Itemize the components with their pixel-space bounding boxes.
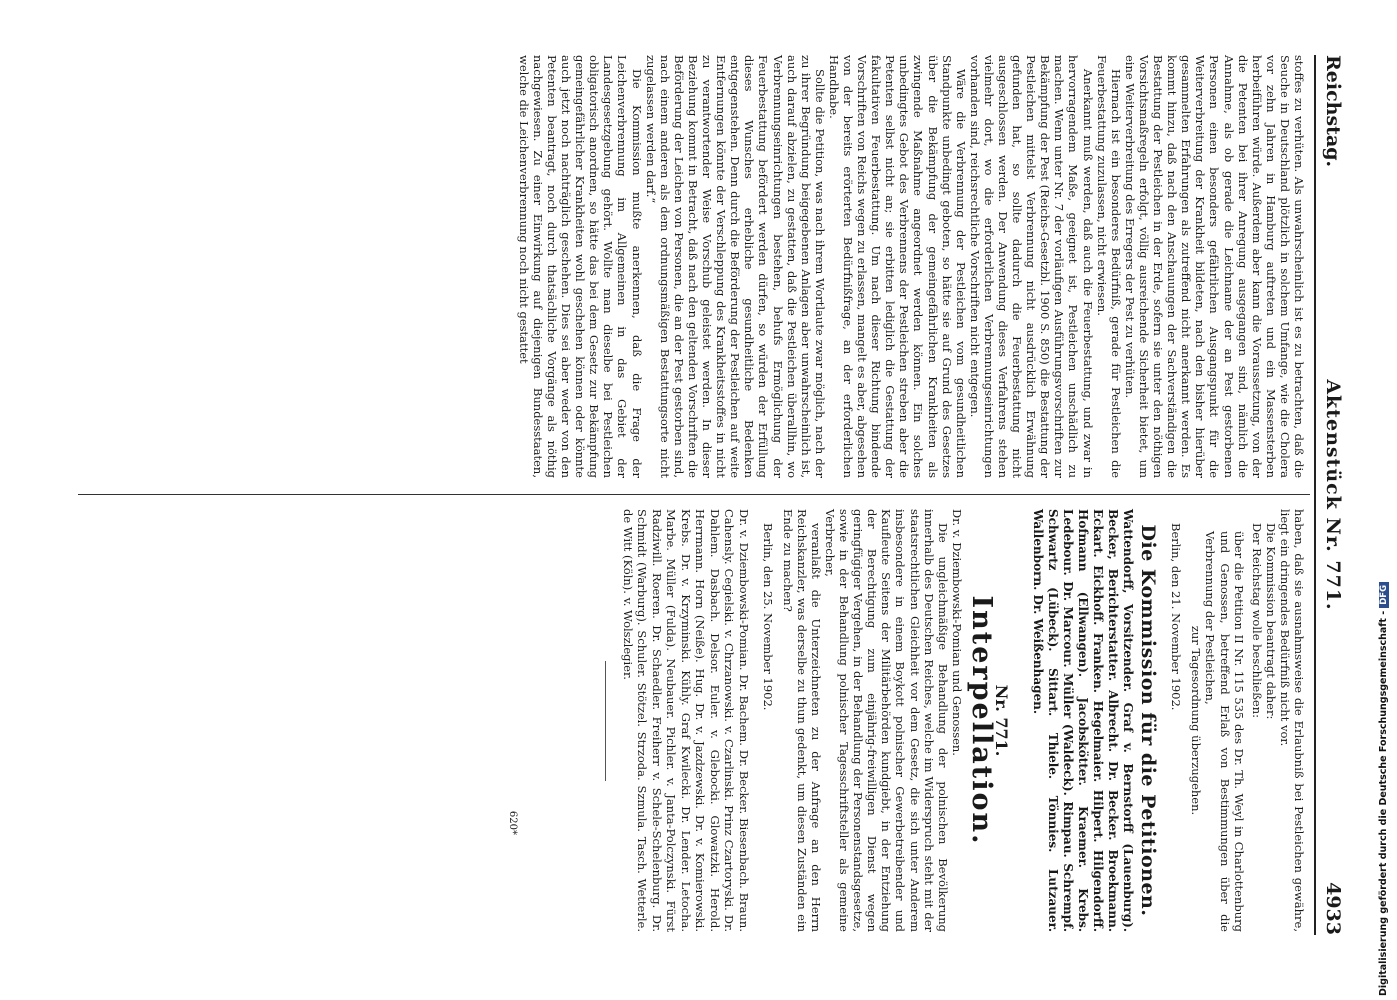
credit-text: Digitalisierung gefördert durch die Deutsche Forschungsgemeinschaft - [1378, 610, 1389, 996]
page-note: 620* [507, 810, 518, 835]
commission-heading: Die Kommission für die Petitionen. [1137, 524, 1160, 917]
paragraph: Anerkannt muß werden, daß auch die Feuerbestattung, und zwar in hervorragendem Maße, geeignet ist, Pestleichen unschädlich zu machen. Wenn unter Nr. 7 der vorläufigen Ausführungsvorschriften zur Bekämpfung der Pest (Reichs-Gesetzbl. 1900 S. 850) die Bestattung der Pestleichen mittelst Verbrennung nicht ausdrücklich Erwähnung gefunden hat, so sollte dadurch die Feuerbestattung nicht ausgeschlossen werden. Der Anwendung dieses Verfahrens stehen vielmehr dort, wo die erforderlichen Verbrennungseinrichtungen vorhanden sind, reichsrechtliche Vorschriften nicht entgegen. [967, 55, 1095, 478]
paragraph: Sollte die Petition, was nach ihrem Wortlaute zwar möglich, nach der zu ihrer Begründung beigegebenen Anlagen aber unwahrscheinlich ist, auch darauf abzielen, zu gestatten, daß die Pestleichen überallhin, wo Verbrennungseinrichtungen bestehen, behufs Ermöglichung der Feuerbestattung befördert werden dürfen, so würden der Erfüllung dieses Wunsches erhebliche gesundheitliche Bedenken entgegenstehen. Denn durch die Beförderung der Pestleichen auf weite Entfernungen könnte der Verschleppung des Krankheitsstoffes in nicht zu verantwortender Weise Vorschub geleistet werden. In dieser Beziehung kommt in Betracht, daß nach den geltenden Vorschriften die Beförderung der Leichen von Personen, die an der Pest gestorben sind, nach einem anderen als dem ordnungsmäßigen Bestattungsorte nicht zugelassen werden darf.“ [643, 55, 827, 478]
end-rule [605, 661, 606, 781]
signatory-list: Dr. v. Dziembowski-Pomian. Dr. Bachem. Dr. Becker. Biesenbach. Braun. Cahensly. Cegielski. v. Chrzanowski. v. Czarlinski. Prinz Czartoryski. Dr. Dahlem. Dasbach. Delsor. Euler. v. Glebocki. Glowatzki. Herold. Herrmann. Horn (Neiße). Hug. Dr. v. Jazdzewski. Dr. v. Komierowski. Krebs. Dr. v. Krzyminski. Kühly. Graf Kwilecki. Dr. Lender. Letocha. Marbe. Müller (Fulda). Neubauer. Pichler. v. Janta-Polczynski. Fürst Radziwill. Roeren. Dr. Schaedler. Freiherr v. Schele-Schelenburg. Dr. Schmidt (Warburg). Schuler. Stötzel. Strzoda. Szmula. Tasch. Wetterle. de Witt (Köln). v. Wolszlegier. [620, 509, 751, 932]
paragraph: Die Kommission mußte anerkennen, daß die Frage der Leichenverbrennung im Allgemeinen in das Gebiet der Landesgesetzgebung gehört. Wollte man dieselbe bei Pestleichen obligatorisch anordnen, so hätte das bei dem Gesetz zur Bekämpfung gemeingefährlicher Krankheiten wohl geschehen können oder könnte auch jetzt noch nachträglich geschehen. Dies sei aber weder von den Petenten beantragt, noch durch thatsächliche Vorgänge als nöthig nachgewiesen. Zu einer Einwirkung auf diejenigen Bundesstaaten, welche die Leichenverbrennung noch nicht gestattet [516, 55, 644, 478]
motion-block [1189, 509, 1245, 932]
date-line: Berlin, den 21. November 1902. [1169, 523, 1184, 711]
motion-text: über die Petition II Nr. 115 535 des Dr. Th. Weyl in Charlottenburg und Genossen, betreffend Erlaß von Bestimmungen über die Verbrennung der Pestleichen, [1203, 531, 1246, 932]
paragraph: stoffes zu verhüten. Als unwahrscheinlich ist es zu betrachten, daß die Seuche in Deutschland plötzlich in solchem Umfange, wie die Cholera vor zehn Jahren in Hamburg auftreten und ein Massensterben herbeiführen würde. Außerdem aber kann die Voraussetzung, von der die Petenten bei ihrer Anregung ausgegangen sind, nämlich die Annahme, als ob gerade die Leichname der an Pest gestorbenen Personen einen besonders gefährlichen Ausgangspunkt für die Weiterverbreitung der Krankheit bildeten, nach den bisher hierüber gesammelten Erfahrungen als zutreffend nicht anerkannt werden. Es kommt hinzu, daß nach den Anschauungen der Sachverständigen die Bestattung der Pestleichen in der Erde, sofern sie unter den nöthigen Vorsichtsmaßregeln erfolgt, völlig ausreichende Sicherheit bietet, um eine Weiterverbreitung des Erregers der Pest zu verhüten. [1122, 55, 1306, 478]
dfg-logo: DFG [1379, 582, 1389, 608]
right-column [605, 509, 1306, 932]
paragraph: Die Kommission beantragt daher: [1263, 523, 1278, 720]
date-line: Berlin, den 25. November 1902. [760, 523, 775, 711]
paragraph: veranlaßt die Unterzeichneten zu der Anfrage an den Herrn Reichskanzler, was derselbe zu thun gedenkt, um diesen Zuständen ein Ende zu machen? [780, 509, 823, 932]
paragraph: haben, daß sie ausnahmsweise die Erlaubniß bei Pestleichen gewähre, liegt ein dringendes Bedürfniß nicht vor. [1277, 509, 1306, 932]
commission-signatures: Wattendorff, Vorsitzender. Graf v. Bernstorff (Lauenburg). Becker, Berichterstatter. Albrecht. Dr. Becker. Broekmann. Eckart. Eickhoff. Franken. Hegelmaier. Hilpert. Hilgendorff. Hofmann (Ellwangen). Jacobskötter. Kraemer. Krebs. Ledebour. Dr. Marcour. Müller (Waldeck). Rimpau. Schrempf. Schwartz (Lübeck). Sittart. Thiele. Tönnies. Lutzauer. Wallenborn. Dr. Weißenhagen. [1031, 509, 1136, 932]
header-left: Reichstag. [1322, 55, 1344, 168]
column-divider [78, 494, 1310, 495]
document-title: Interpellation. [965, 595, 997, 846]
paragraph: Hiernach ist ein besonderes Bedürfniß, gerade für Pestleichen die Feuerbestattung zuzulassen, nicht erwiesen. [1094, 55, 1123, 478]
digitization-credit [1378, 6, 1394, 996]
interpellation-authors: Dr. v. Dziembowski-Pomian und Genossen. [949, 509, 964, 756]
left-column [517, 55, 1306, 478]
paragraph: Der Reichstag wolle beschließen: [1249, 523, 1264, 718]
page-number: 4933 [1322, 882, 1344, 935]
scanned-page [78, 55, 1350, 935]
paragraph: Die ungleichmäßige Behandlung der polnischen Bevölkerung innerhalb des Deutschen Reiches, welche im Widerspruch steht mit der staatsrechtlichen Gleichheit vor dem Gesetz, die sich unter Anderem insbesondere in einem Boykott polnischer Gewerbetreibender und Kaufleute Seitens der Militärbehörden kundgiebt, in der Entziehung der Berechtigung zum einjährig-freiwilligen Dienst wegen geringfügiger Vergehen, in der Behandlung der Personenstandsgesetze, sowie in der Behandlung polnischer Tagesschriftsteller als gemeine Verbrecher, [823, 509, 950, 932]
header-center: Aktenstück Nr. 771. [1322, 379, 1344, 611]
page-header [1314, 55, 1350, 935]
paragraph: Wäre die Verbrennung der Pestleichen vom gesundheitlichen Standpunkte unbedingt geboten, so hätte sie auf Grund des Gesetzes über die Bekämpfung der gemeingefährlichen Krankheiten als zwingende Maßnahme angeordnet werden können. Ein solches unbedingtes Gebot des Verbrennens der Pestleichen streben aber die Petenten selbst nicht an; sie erbitten lediglich die Gestattung der fakultativen Feuerbestattung. Um nach dieser Richtung bindende Vorschriften von Reichs wegen zu erlassen, mangelt es aber, abgesehen von der bereits erörterten Bedürfnißfrage, an der erforderlichen Handhabe. [826, 55, 968, 478]
document-number: Nr. 771. [992, 684, 1012, 757]
motion-text: zur Tagesordnung überzugehen. [1189, 625, 1204, 816]
